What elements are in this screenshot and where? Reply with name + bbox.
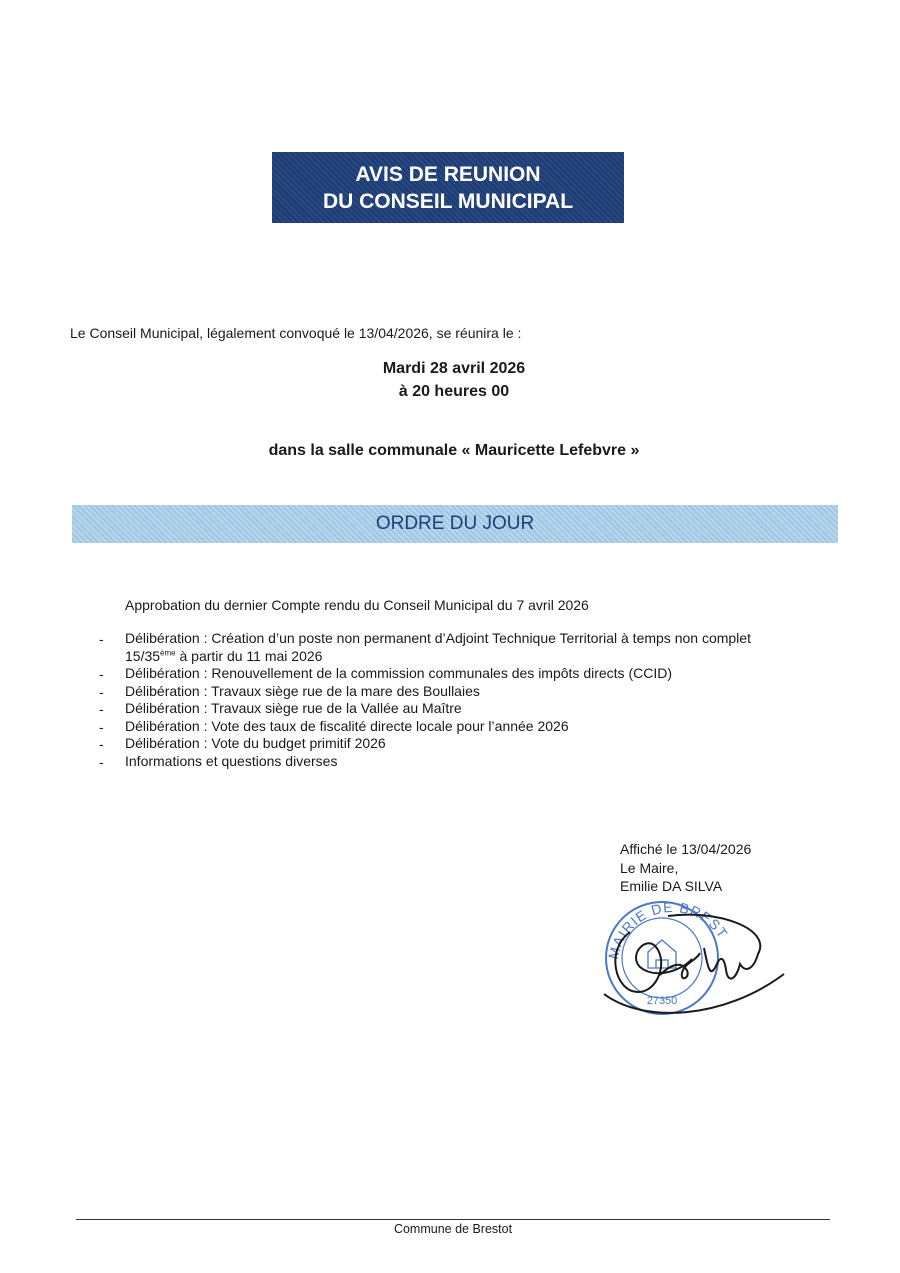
- town-hall-stamp-and-signature: [590, 890, 790, 1030]
- notice-title-banner: [272, 152, 624, 223]
- agenda-item: [99, 630, 819, 665]
- agenda-item: - Informations et questions diverses: [99, 753, 819, 771]
- footer-divider: [76, 1219, 830, 1220]
- meeting-location: dans la salle communale « Mauricette Lefebvre »: [268, 442, 640, 459]
- stamp-label: MAIRIE DE BREST: [605, 898, 732, 961]
- notice-title-line-1: AVIS DE REUNION: [355, 162, 541, 186]
- agenda-item: - Délibération : Travaux siège rue de la mare des Boullaies: [99, 683, 819, 701]
- agenda-item-superscript: ème: [160, 647, 176, 657]
- agenda-item: - Délibération : Vote du budget primitif 2026: [99, 735, 819, 753]
- agenda-approbation: Approbation du dernier Compte rendu du Conseil Municipal du 7 avril 2026: [125, 597, 589, 613]
- notice-title-line-2: DU CONSEIL MUNICIPAL: [322, 189, 574, 213]
- mayor-name: Emilie DA SILVA: [620, 878, 723, 894]
- agenda-heading: ORDRE DU JOUR: [72, 505, 838, 543]
- agenda-list: [99, 630, 819, 770]
- posting-date: Affiché le 13/04/2026: [620, 841, 752, 857]
- agenda-item: - Délibération : Travaux siège rue de la Vallée au Maître: [99, 700, 819, 718]
- agenda-item-start-date: à partir du 11 mai 2026: [175, 647, 323, 664]
- meeting-time: à 20 heures 00: [398, 383, 510, 400]
- agenda-item-fraction: 15/35: [125, 647, 161, 664]
- mayor-role: Le Maire,: [620, 859, 679, 876]
- agenda-item-text: Délibération : Création d’un poste non permanent d’Adjoint Technique Territorial à temps non complet: [125, 630, 751, 646]
- stamp-seal-icon: [590, 890, 790, 1030]
- meeting-date: Mardi 28 avril 2026: [382, 360, 526, 377]
- stamp-postal-code: 27350: [646, 995, 678, 1007]
- agenda-item: - Délibération : Renouvellement de la commission communales des impôts directs (CCID): [99, 665, 819, 683]
- agenda-item: - Délibération : Vote des taux de fiscalité directe locale pour l’année 2026: [99, 718, 819, 736]
- signature-block: [620, 840, 751, 896]
- convocation-text: Le Conseil Municipal, légalement convoqué le 13/04/2026, se réunira le :: [70, 325, 522, 341]
- svg-text:MAIRIE DE BRESTOT: [590, 890, 731, 961]
- footer-commune: Commune de Brestot: [393, 1222, 513, 1236]
